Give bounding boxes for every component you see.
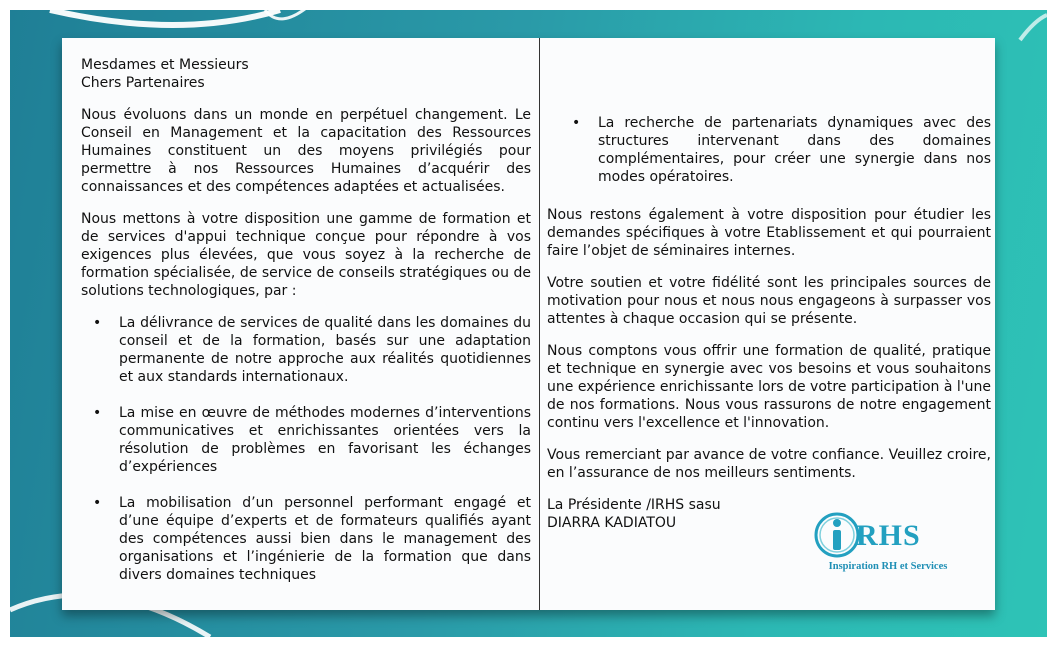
paragraph-offer: Nous mettons à votre disposition une gamme de formation et de services d'appui technique conçue pour répondre à vos exigences plus élevées, que vous soyez à la recherche de formation spécialisée, de service de conseils stratégiques ou de solutions technologiques, par : [81, 211, 531, 299]
irhs-logo [813, 509, 963, 579]
list-item: • La recherche de partenariats dynamiques avec des structures intervenant dans des domaines complémentaires, pour créer une synergie dans nos modes opératoires. [560, 114, 991, 186]
services-list-continued [560, 114, 991, 186]
paragraph-commitment: Nous comptons vous offrir une formation de qualité, pratique et technique en synergie avec vos besoins et vous souhaitons une expérience enrichissante lors de votre participation à l'une de nos formations. Nous vous rassurons de notre engagement continu vers l'excellence et l'innovation. [547, 343, 991, 431]
paragraph-support: Votre soutien et votre fidélité sont les principales sources de motivation pour nous et nous nous engageons à surpasser vos attentes à chaque occasion qui se présente. [547, 275, 991, 327]
signature-title: La Présidente /IRHS sasu [547, 497, 721, 513]
signature-name: DIARRA KADIATOU [547, 515, 677, 531]
letter-card [62, 38, 995, 610]
greeting [81, 56, 531, 92]
greeting-line-1: Mesdames et Messieurs [81, 57, 249, 73]
logo-i-icon [813, 509, 861, 565]
list-item: • La mise en œuvre de méthodes modernes d’interventions communicatives et enrichissantes orientées vers la résolution de problèmes en favorisant les échanges d’expériences [81, 404, 531, 476]
paragraph-closing: Vous remerciant par avance de votre confiance. Veuillez croire, en l’assurance de nos meilleurs sentiments. [547, 447, 991, 481]
left-column [62, 38, 540, 610]
paragraph-availability: Nous restons également à votre disposition pour étudier les demandes spécifiques à votre Etablissement et qui pourraient faire l’objet de séminaires internes. [547, 207, 991, 259]
paragraph-intro: Nous évoluons dans un monde en perpétuel changement. Le Conseil en Management et la capacitation des Ressources Humaines constituent un des moyens privilégiés pour permettre à nos Ressources Humaines d’acquérir des connaissances et des compétences adaptées et actualisées. [81, 107, 531, 195]
list-item: • La mobilisation d’un personnel performant engagé et d’une équipe d’experts et de formateurs qualifiés ayant des compétences aussi bien dans le management des organisations et l’ingénierie de la formation que dans divers domaines techniques [81, 494, 531, 584]
logo-tagline: Inspiration RH et Services [828, 561, 948, 572]
list-item: • La délivrance de services de qualité dans les domaines du conseil et de la formation, basés sur une adaptation permanente de notre approche aux réalités quotidiennes et aux standards internationaux. [81, 314, 531, 386]
logo-name: RHS [856, 519, 921, 552]
services-list [81, 314, 531, 584]
greeting-line-2: Chers Partenaires [81, 75, 205, 91]
